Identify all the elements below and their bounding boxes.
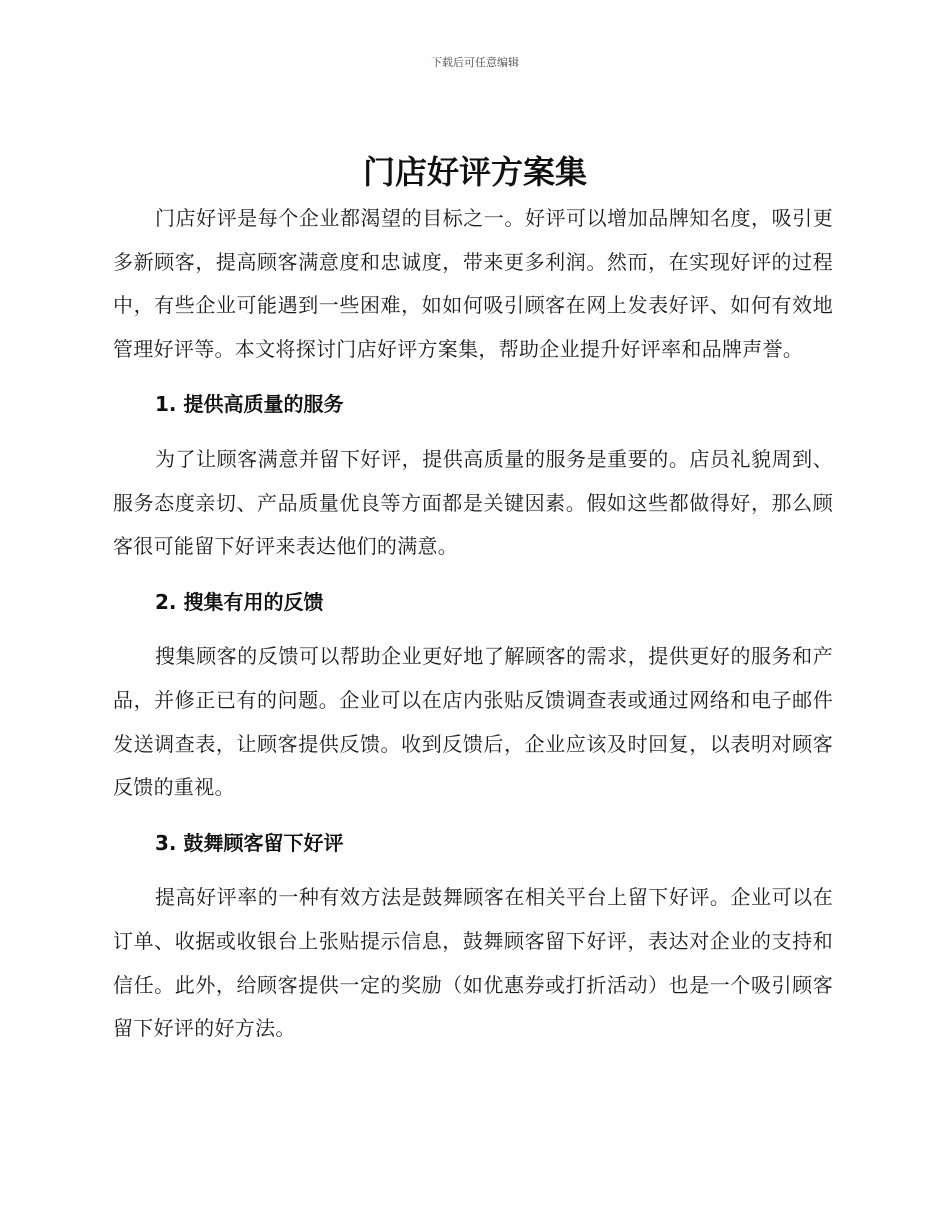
intro-paragraph: 门店好评是每个企业都渴望的目标之一。好评可以增加品牌知名度，吸引更多新顾客，提高顾客满意度和忠诚度，带来更多利润。然而，在实现好评的过程中，有些企业可能遇到一些困难，如如何吸引顾客在网上发表好评、如何有效地管理好评等。本文将探讨门店好评方案集，帮助企业提升好评率和品牌声誉。 xyxy=(113,206,833,361)
section-heading-2: 2. 搜集有用的反馈 xyxy=(155,589,324,614)
section-paragraph-2: 搜集顾客的反馈可以帮助企业更好地了解顾客的需求，提供更好的服务和产品，并修正已有的问题。企业可以在店内张贴反馈调查表或通过网络和电子邮件发送调查表，让顾客提供反馈。收到反馈后，企业应该及时回复，以表明对顾客反馈的重视。 xyxy=(113,644,833,800)
section-heading-3: 3. 鼓舞顾客留下好评 xyxy=(155,830,344,855)
page-header-note: 下载后可任意编辑 xyxy=(431,56,519,69)
section-heading-1: 1. 提供高质量的服务 xyxy=(155,392,344,417)
section-paragraph-3: 提高好评率的一种有效方法是鼓舞顾客在相关平台上留下好评。企业可以在订单、收据或收银台上张贴提示信息，鼓舞顾客留下好评，表达对企业的支持和信任。此外，给顾客提供一定的奖励（如优惠券或打折活动）也是一个吸引顾客留下好评的好方法。 xyxy=(113,885,833,1041)
document-title: 门店好评方案集 xyxy=(362,153,587,191)
document-body xyxy=(113,197,833,1051)
section-paragraph-1: 为了让顾客满意并留下好评，提供高质量的服务是重要的。店员礼貌周到、服务态度亲切、产品质量优良等方面都是关键因素。假如这些都做得好，那么顾客很可能留下好评来表达他们的满意。 xyxy=(113,446,833,559)
